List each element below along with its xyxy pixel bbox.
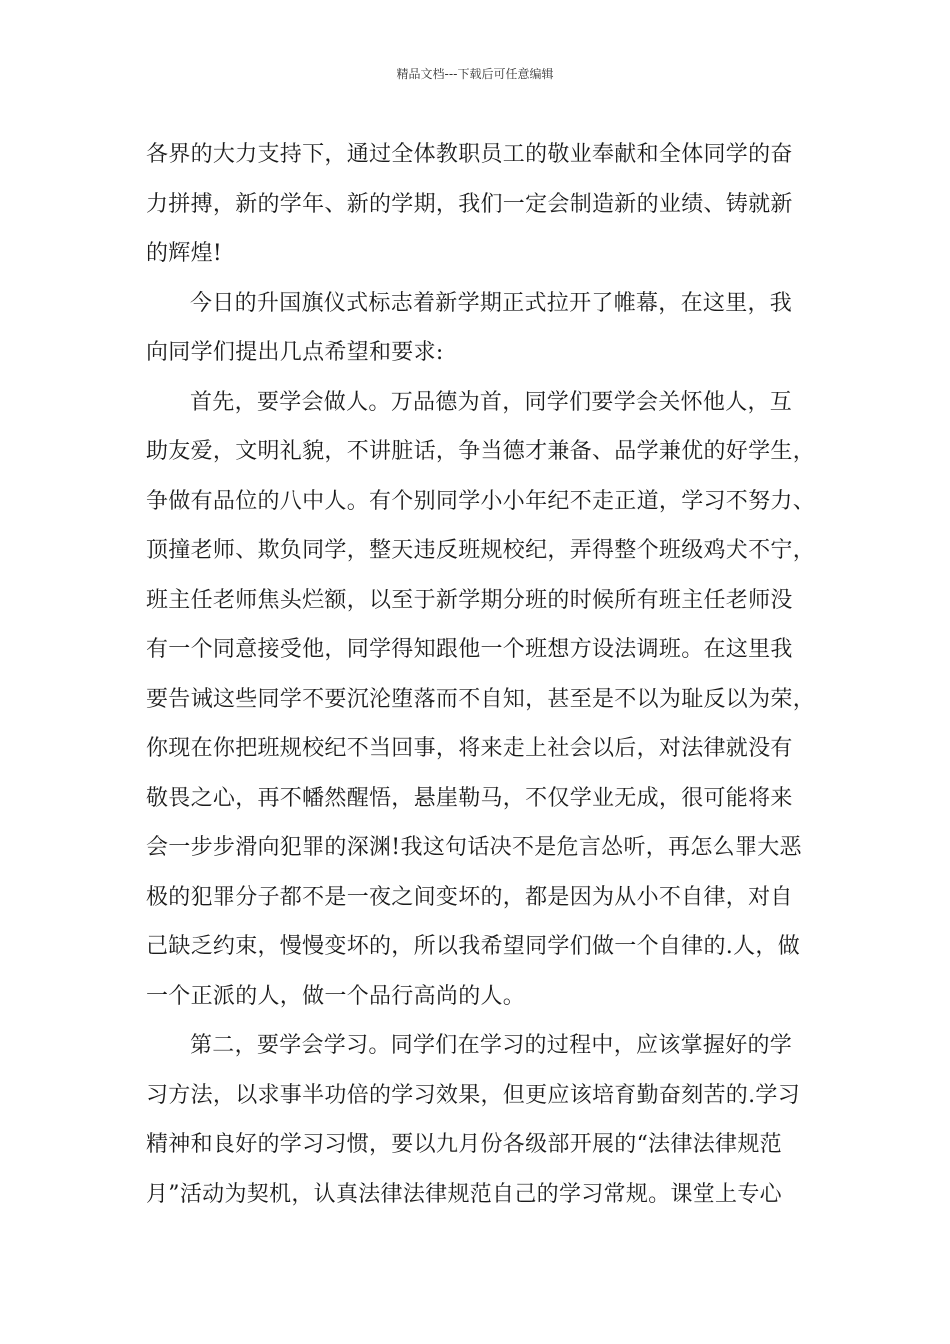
text-line: 今日的升国旗仪式标志着新学期正式拉开了帷幕，在这里，我 <box>190 290 793 316</box>
text-line: 习方法，以求事半功倍的学习效果，但更应该培育勤奋刻苦的.学习 <box>146 1082 800 1108</box>
document-body <box>146 130 826 1219</box>
text-line: 己缺乏约束，慢慢变坏的，所以我希望同学们做一个自律的.人，做 <box>146 934 800 959</box>
text-line: 首先，要学会做人。万品德为首，同学们要学会关怀他人，互 <box>190 389 793 415</box>
text-line: 要告诫这些同学不要沉沦堕落而不自知，甚至是不以为耻反以为荣， <box>146 686 816 712</box>
text-line: 各界的大力支持下，通过全体教职员工的敬业奉献和全体同学的奋 <box>146 142 793 167</box>
text-line: 你现在你把班规校纪不当回事，将来走上社会以后，对法律就没有 <box>146 736 793 761</box>
page-header: 精品文档---下载后可任意编辑 <box>396 67 554 81</box>
text-line: 会一步步滑向犯罪的深渊!我这句话决不是危言怂听，再怎么罪大恶 <box>146 835 802 860</box>
text-line: 敬畏之心，再不幡然醒悟，悬崖勒马，不仅学业无成，很可能将来 <box>146 785 793 811</box>
text-line: 班主任老师焦头烂额，以至于新学期分班的时候所有班主任老师没 <box>146 587 793 613</box>
text-line: 有一个同意接受他，同学得知跟他一个班想方设法调班。在这里我 <box>146 637 793 662</box>
text-line: 顶撞老师、欺负同学，整天违反班规校纪，弄得整个班级鸡犬不宁， <box>146 538 816 563</box>
text-line: 一个正派的人，做一个品行高尚的人。 <box>146 983 526 1009</box>
text-line: 助友爱，文明礼貌，不讲脏话，争当德才兼备、品学兼优的好学生， <box>146 439 816 464</box>
text-line: 第二，要学会学习。同学们在学习的过程中，应该掌握好的学 <box>190 1033 793 1058</box>
text-line: 力拼搏，新的学年、新的学期，我们一定会制造新的业绩、铸就新 <box>146 191 793 217</box>
text-line: 争做有品位的八中人。有个别同学小小年纪不走正道，学习不努力、 <box>146 488 816 514</box>
text-line: 的辉煌! <box>146 241 223 266</box>
text-line: 月”活动为契机，认真法律法律规范自己的学习常规。课堂上专心 <box>146 1181 782 1207</box>
text-line: 向同学们提出几点希望和要求: <box>146 340 444 365</box>
text-line: 精神和良好的学习习惯，要以九月份各级部开展的“法律法律规范 <box>146 1132 782 1157</box>
text-line: 极的犯罪分子都不是一夜之间变坏的，都是因为从小不自律，对自 <box>146 884 793 910</box>
